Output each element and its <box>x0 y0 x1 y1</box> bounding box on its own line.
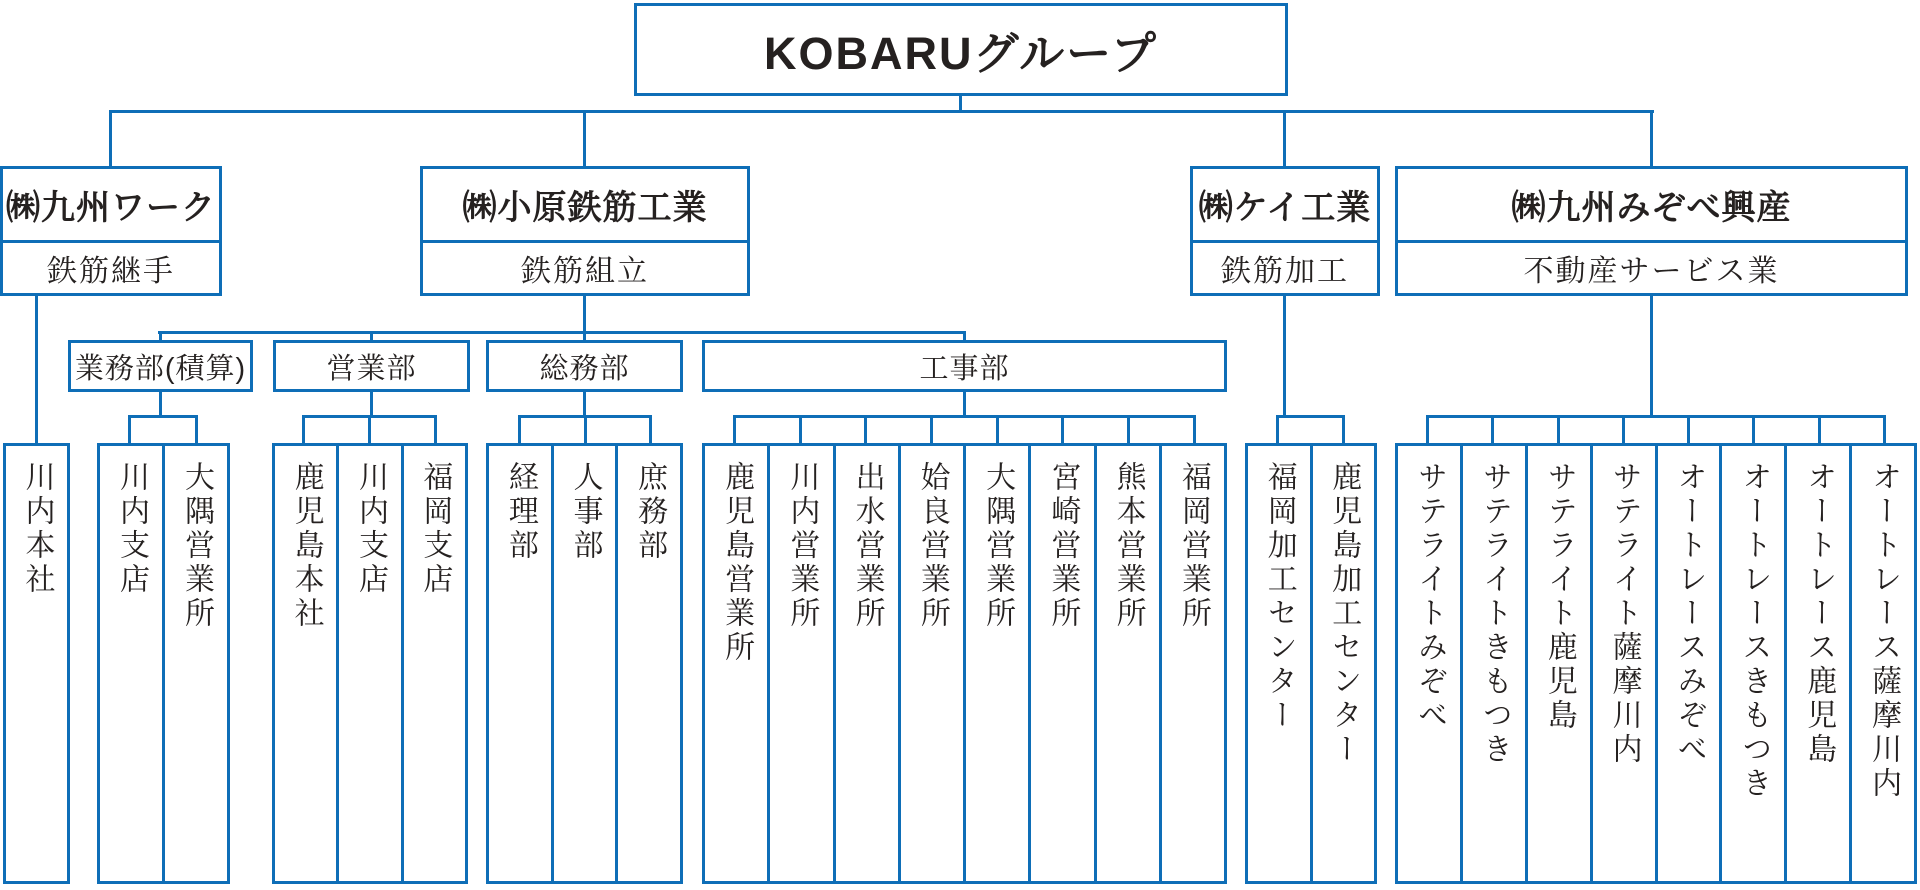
unit-box <box>1525 443 1593 884</box>
unit-label: 福岡支店 <box>418 461 452 597</box>
connector-line <box>1276 415 1279 443</box>
unit-box <box>401 443 468 884</box>
unit-box <box>1094 443 1162 884</box>
group-title-box <box>634 3 1288 96</box>
unit-box <box>833 443 901 884</box>
unit-label: 鹿児島営業所 <box>720 461 754 665</box>
unit-box <box>1245 443 1313 884</box>
connector-line <box>1622 415 1625 443</box>
unit-box <box>162 443 230 884</box>
department-box <box>486 340 683 392</box>
connector-line <box>996 415 999 443</box>
company-business: 不動産サービス業 <box>1398 240 1905 293</box>
company-name: ㈱小原鉄筋工業 <box>462 189 708 227</box>
unit-label: 川内本社 <box>20 461 54 597</box>
company-name: ㈱九州みぞべ興産 <box>1511 189 1792 227</box>
connector-line <box>128 415 131 443</box>
connector-line <box>434 415 437 443</box>
unit-label: 川内営業所 <box>785 461 819 631</box>
department-box <box>68 340 253 392</box>
connector-line <box>583 110 586 168</box>
connector-line <box>1342 415 1345 443</box>
unit-label: 大隅営業所 <box>180 461 213 631</box>
unit-box <box>1310 443 1378 884</box>
company-box-kyushu-mizobe <box>1395 166 1908 296</box>
unit-box <box>272 443 339 884</box>
unit-label: オートレース鹿児島 <box>1802 461 1836 767</box>
connector-line <box>1193 415 1196 443</box>
unit-box <box>486 443 554 884</box>
company-business: 鉄筋継手 <box>3 240 219 293</box>
unit-label: 鹿児島本社 <box>289 461 323 631</box>
connector-line <box>1127 415 1130 443</box>
unit-label: 熊本営業所 <box>1111 461 1145 631</box>
unit-box <box>1159 443 1227 884</box>
unit-strip <box>1395 443 1917 884</box>
connector-line <box>799 415 802 443</box>
unit-box <box>336 443 403 884</box>
unit-box <box>1655 443 1723 884</box>
connector-line <box>1283 110 1286 168</box>
company-business: 鉄筋加工 <box>1193 240 1377 293</box>
unit-strip <box>3 443 70 884</box>
unit-label: 姶良営業所 <box>915 461 949 631</box>
unit-label: 鹿児島加工センター <box>1327 461 1361 767</box>
department-box <box>273 340 470 392</box>
unit-label: サテライトみぞべ <box>1412 461 1446 733</box>
unit-label: 福岡営業所 <box>1176 461 1210 631</box>
connector-line <box>583 296 586 343</box>
department-box <box>702 340 1227 392</box>
connector-line <box>1276 415 1345 418</box>
connector-line <box>109 110 1654 113</box>
unit-box <box>615 443 683 884</box>
connector-line <box>158 331 966 334</box>
unit-strip <box>272 443 468 884</box>
connector-line <box>1650 296 1653 418</box>
connector-line <box>1883 415 1886 443</box>
unit-label: サテライトきもつき <box>1477 461 1511 767</box>
connector-line <box>1752 415 1755 443</box>
connector-line <box>1818 415 1821 443</box>
unit-box <box>1028 443 1096 884</box>
connector-line <box>733 415 736 443</box>
connector-line <box>109 110 112 168</box>
unit-strip <box>702 443 1227 884</box>
department-label: 総務部 <box>539 352 630 385</box>
company-box-kei-kogyo <box>1190 166 1380 296</box>
unit-box <box>1849 443 1917 884</box>
unit-label: 福岡加工センター <box>1262 461 1296 733</box>
unit-strip <box>486 443 683 884</box>
unit-box <box>1395 443 1463 884</box>
connector-line <box>302 415 305 443</box>
unit-box <box>963 443 1031 884</box>
unit-box <box>97 443 165 884</box>
company-box-obara-tekkin <box>420 166 750 296</box>
unit-strip <box>97 443 230 884</box>
connector-line <box>864 415 867 443</box>
unit-box <box>702 443 770 884</box>
connector-line <box>368 415 371 443</box>
unit-label: 出水営業所 <box>850 461 884 631</box>
unit-label: サテライト薩摩川内 <box>1607 461 1641 767</box>
unit-label: オートレースきもつき <box>1737 461 1771 801</box>
connector-line <box>930 415 933 443</box>
unit-label: オートレースみぞべ <box>1672 461 1706 767</box>
connector-line <box>1426 415 1886 418</box>
unit-box <box>1719 443 1787 884</box>
connector-line <box>584 415 587 443</box>
unit-label: 川内支店 <box>115 461 148 597</box>
unit-label: 大隅営業所 <box>981 461 1015 631</box>
unit-box <box>1590 443 1658 884</box>
company-box-kyushu-work <box>0 166 222 296</box>
unit-label: 経理部 <box>503 461 537 563</box>
connector-line <box>1650 110 1653 168</box>
connector-line <box>195 415 198 443</box>
connector-line <box>1491 415 1494 443</box>
unit-box <box>3 443 70 884</box>
connector-line <box>649 415 652 443</box>
company-business: 鉄筋組立 <box>423 240 747 293</box>
connector-line <box>35 296 38 443</box>
unit-strip <box>1245 443 1377 884</box>
group-title: KOBARUグループ <box>764 28 1158 79</box>
company-name: ㈱ケイ工業 <box>1198 189 1372 227</box>
unit-box <box>767 443 835 884</box>
connector-line <box>518 415 521 443</box>
connector-line <box>1426 415 1429 443</box>
unit-box <box>1460 443 1528 884</box>
department-label: 営業部 <box>326 352 417 385</box>
connector-line <box>1687 415 1690 443</box>
unit-box <box>1784 443 1852 884</box>
connector-line <box>128 415 198 418</box>
unit-label: 宮崎営業所 <box>1046 461 1080 631</box>
company-name: ㈱九州ワーク <box>6 189 216 227</box>
unit-label: オートレース薩摩川内 <box>1867 461 1901 801</box>
unit-box <box>551 443 619 884</box>
department-label: 工事部 <box>919 352 1010 385</box>
unit-label: サテライト鹿児島 <box>1542 461 1576 733</box>
unit-label: 人事部 <box>568 461 602 563</box>
connector-line <box>1061 415 1064 443</box>
unit-label: 庶務部 <box>633 461 667 563</box>
connector-line <box>1557 415 1560 443</box>
unit-label: 川内支店 <box>353 461 387 597</box>
department-label: 業務部(積算) <box>74 352 247 385</box>
connector-line <box>1283 296 1286 418</box>
unit-box <box>898 443 966 884</box>
